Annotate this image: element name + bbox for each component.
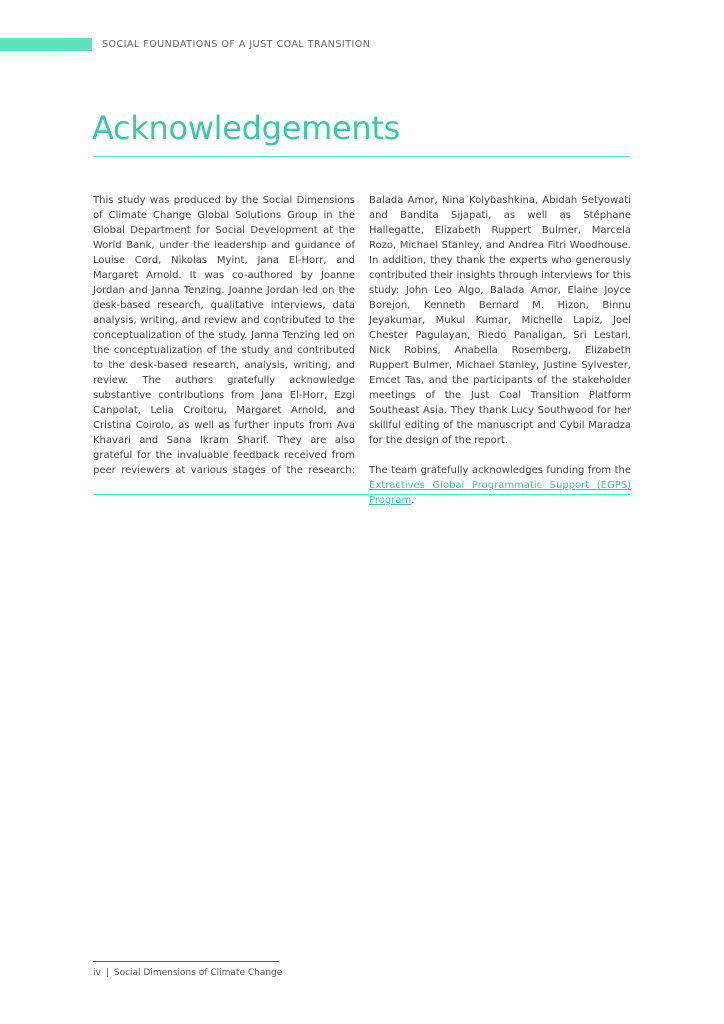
title-divider — [93, 156, 630, 157]
running-title: SOCIAL FOUNDATIONS OF A JUST COAL TRANSITION — [102, 39, 371, 50]
body-column-left — [93, 193, 355, 493]
footer-rule — [93, 961, 279, 962]
page-footer — [93, 968, 282, 978]
page-title: Acknowledgements — [92, 109, 400, 147]
content-end-divider — [93, 494, 630, 495]
footer-publication: Social Dimensions of Climate Change — [113, 968, 283, 978]
paragraph-2 — [369, 463, 631, 508]
paragraph-2-prefix: The team gratefully acknowledges funding from the — [369, 465, 631, 476]
header-accent-band — [0, 38, 92, 51]
paragraph-1-part-2: Balada Amor, Nina Kolybashkina, Abidah Setyowati and Bandita Sijapati, as well as Stéphane Hallegatte, Elizabeth Ruppert Bulmer, Marcela Rozo, Michael Stanley, and Andrea Fitri Woodhouse. In addition, they thank the experts who generously contributed their insights through interviews for this study: John Leo Algo, Balada Amor, Elaine Joyce Borejon, Kenneth Bernard M. Hizon, Binnu Jeyakumar, Mukul Kumar, Michelle Lapiz, Joel Chester Pagulayan, Riedo Panaligan, Sri Lestari, Nick Robins, Anabella Rosemberg, Elizabeth Ruppert Bulmer, Michael Stanley, Justine Sylvester, Emcet Tas, and the participants of the stakeholder meetings of the Just Coal Transition Platform Southeast Asia. They thank Lucy Southwood for her skillful editing of the manuscript and Cybil Maradza for the design of the report. — [369, 195, 631, 446]
footer-separator: | — [105, 968, 109, 978]
body-column-right — [369, 193, 631, 523]
paragraph-2-suffix: . — [411, 495, 415, 506]
paragraph-1-part-1: This study was produced by the Social Dimensions of Climate Change Global Solutions Group in the Global Department for Social Development at the World Bank, under the leadership and guidance of Louise Cord, Nikolas Myint, Jana El-Horr, and Margaret Arnold. It was co-authored by Joanne Jordan and Janna Tenzing. Joanne Jordan led on the desk-based research, qualitative interviews, data analysis, writing, and review and contributed to the conceptualization of the study. Janna Tenzing led on the conceptualization of the study and contributed to the desk-based research, analysis, writing, and review. The authors gratefully acknowledge substantive contributions from Jana El-Horr, Ezgi Canpolat, Lelia Croitoru, Margaret Arnold, and Cristina Coirolo, as well as further inputs from Ava Khavari and Sana Ikram Sharif. They are also grateful for the invaluable feedback received from peer reviewers at various stages of the research: — [93, 195, 355, 476]
page-number: iv — [93, 968, 101, 978]
egps-program-link[interactable]: Extractives Global Programmatic Support (EGPS) Program — [369, 480, 631, 506]
